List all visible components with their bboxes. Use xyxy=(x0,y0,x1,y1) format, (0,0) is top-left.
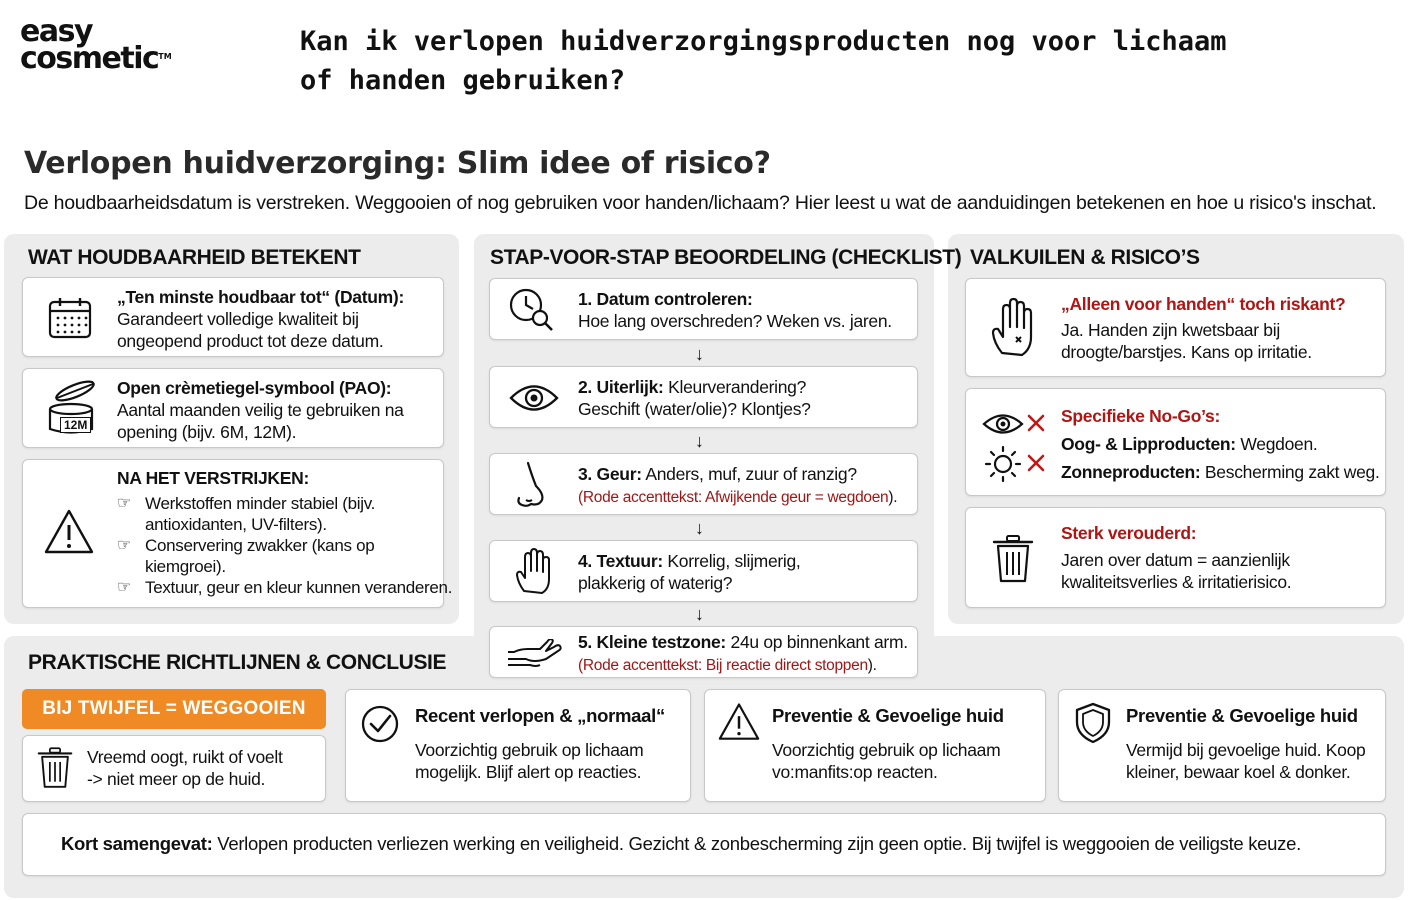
eye-icon xyxy=(982,411,1024,437)
no-go-eye-lip: Oog- & Lipproducten: xyxy=(1061,434,1236,454)
no-go-card: Specifieke No-Go’s: Oog- & Lipproducten: Wegdoen. Zonneproducten: Bescherming zakt weg. xyxy=(965,388,1386,496)
left-heading: WAT HOUDBAARHEID BETEKENT xyxy=(28,246,361,269)
no-go-sun: Zonneproducten: xyxy=(1061,462,1201,482)
clock-search-icon xyxy=(508,287,556,333)
warning-icon xyxy=(43,508,95,556)
pointing-hand-icon: ☞ xyxy=(117,495,132,512)
calendar-icon xyxy=(47,295,93,341)
red-cross-icon xyxy=(1026,413,1046,433)
step-appearance-card: 2. Uiterlijk: Kleurverandering? Geschift (water/olie)? Klontjes? xyxy=(489,366,918,428)
guideline-prevention-card xyxy=(704,689,1046,802)
warning-icon xyxy=(717,702,761,742)
step5-title: 5. Kleine testzone: xyxy=(578,632,726,652)
summary-text: Verlopen producten verliezen werking en veiligheid. Gezicht & zonbescherming zijn geen optie. Bij twijfel is weggooien de veiligste keuze. xyxy=(212,833,1301,854)
step1-title: 1. Datum controleren: xyxy=(578,289,753,309)
doubt-discard-badge: BIJ TWIJFEL = WEGGOOIEN xyxy=(22,689,326,729)
step1-text: Hoe lang overschreden? Weken vs. jaren. xyxy=(578,311,892,331)
guideline-prevention-text-1: Voorzichtig gebruik op lichaam xyxy=(772,740,1001,760)
step3-red-note: (Rode accenttekst: Afwijkende geur = wegdoen xyxy=(578,489,889,506)
step4-title: 4. Textuur: xyxy=(578,551,663,571)
step-date-card xyxy=(489,278,918,340)
summary-card xyxy=(22,813,1386,876)
date-card-text: Garandeert volledige kwaliteit bij ongeopend product tot deze datum. xyxy=(117,309,384,351)
down-arrow-icon: ↓ xyxy=(695,518,704,538)
step2-text: Geschift (water/olie)? Klontjes? xyxy=(578,399,811,419)
step3-title: 3. Geur: xyxy=(578,464,642,484)
pao-card xyxy=(22,368,444,448)
aged-text: Jaren over datum = aanzienlijk kwaliteitsverlies & irritatierisico. xyxy=(1061,550,1292,592)
date-card xyxy=(22,277,444,357)
guideline-prevention-text-2: vo:manfits:op reacten. xyxy=(772,762,938,782)
pao-card-text: Aantal maanden veilig te gebruiken na opening (bijv. 6M, 12M). xyxy=(117,400,404,442)
check-circle-icon xyxy=(360,704,400,744)
logo-line1: easy xyxy=(20,14,93,49)
guideline-sensitive-text: Vermijd bij gevoelige huid. Koop kleiner, bewaar koel & donker. xyxy=(1126,740,1366,782)
step4-text: plakkerig of waterig? xyxy=(578,573,733,593)
aged-card xyxy=(965,507,1386,608)
step-smell-card: 3. Geur: Anders, muf, zuur of ranzig? (Rode accenttekst: Afwijkende geur = wegdoen). xyxy=(489,453,918,515)
doubt-text-2: -> niet meer op de huid. xyxy=(87,769,266,789)
date-card-title: „Ten minste houdbaar tot“ (Datum): xyxy=(117,287,404,307)
down-arrow-icon: ↓ xyxy=(695,431,704,451)
hand-alert-icon xyxy=(990,297,1038,357)
hand-touch-icon xyxy=(514,547,554,597)
no-go-title: Specifieke No-Go’s: xyxy=(1061,406,1220,426)
guideline-sensitive-title: Preventie & Gevoelige huid xyxy=(1126,705,1358,726)
trash-icon xyxy=(37,746,73,790)
question-line1: Kan ik verlopen huidverzorgingsproducten nog voor lichaam xyxy=(300,26,1227,57)
shield-icon xyxy=(1074,702,1112,744)
guideline-prevention-title: Preventie & Gevoelige huid xyxy=(772,705,1004,726)
step2-title: 2. Uiterlijk: xyxy=(578,377,664,397)
page-intro: De houdbaarheidsdatum is verstreken. Weggooien of nog gebruiken voor handen/lichaam? Hier leest u wat de aanduidingen betekenen en hoe u risico's inschat. xyxy=(24,192,1377,214)
doubt-card xyxy=(22,735,326,802)
sun-icon xyxy=(984,445,1022,483)
logo-line2: cosmetic xyxy=(20,41,159,76)
step-testzone-card: 5. Kleine testzone: 24u op binnenkant arm. (Rode accenttekst: Bij reactie direct stoppen). xyxy=(489,626,918,678)
trash-icon xyxy=(992,534,1034,584)
question-line2: of handen gebruiken? xyxy=(300,65,626,96)
guideline-recent-title: Recent verlopen & „normaal“ xyxy=(415,705,665,726)
expiry-bullet: ☞ Werkstoffen minder stabiel (bijv. antioxidanten, UV-filters). xyxy=(117,494,376,534)
guideline-recent-text: Voorzichtig gebruik op lichaam mogelijk. Blijf alert op reacties. xyxy=(415,740,644,782)
after-expiry-card xyxy=(22,459,453,608)
pointing-hand-icon: ☞ xyxy=(117,537,132,554)
after-expiry-title: NA HET VERSTRIJKEN: xyxy=(117,468,310,488)
nose-icon xyxy=(514,460,554,510)
guideline-recent-card xyxy=(345,689,691,802)
hands-risk-title: „Alleen voor handen“ toch riskant? xyxy=(1061,294,1346,314)
expiry-bullet: ☞ Conservering zwakker (kans op kiemgroei). xyxy=(117,536,375,576)
hands-risk-text: Ja. Handen zijn kwetsbaar bij droogte/barstjes. Kans op irritatie. xyxy=(1061,320,1312,362)
down-arrow-icon: ↓ xyxy=(695,344,704,364)
question-title xyxy=(300,22,1260,100)
aged-title: Sterk verouderd: xyxy=(1061,523,1197,543)
summary-label: Kort samengevat: xyxy=(61,833,213,854)
pao-icon-label: 12M xyxy=(60,417,91,433)
step5-red-note: (Rode accenttekst: Bij reactie direct stoppen xyxy=(578,657,868,674)
red-cross-icon xyxy=(1026,453,1046,473)
eye-icon xyxy=(508,381,560,415)
pao-card-title: Open crèmetiegel-symbool (PAO): xyxy=(117,378,392,398)
page-title: Verlopen huidverzorging: Slim idee of risico? xyxy=(24,146,771,181)
hands-risk-card xyxy=(965,278,1386,377)
arm-icon xyxy=(506,639,564,669)
expiry-bullet: ☞ Textuur, geur en kleur kunnen veranderen. xyxy=(117,578,453,597)
middle-heading: STAP-VOOR-STAP BEOORDELING (CHECKLIST) xyxy=(490,246,962,269)
step-texture-card: 4. Textuur: Korrelig, slijmerig, plakkerig of waterig? xyxy=(489,540,918,602)
guideline-sensitive-card xyxy=(1058,689,1386,802)
pointing-hand-icon: ☞ xyxy=(117,579,132,596)
down-arrow-icon: ↓ xyxy=(695,604,704,624)
right-heading: VALKUILEN & RISICO’S xyxy=(970,246,1200,269)
brand-logo xyxy=(20,14,172,76)
doubt-text-1: Vreemd oogt, ruikt of voelt xyxy=(87,747,283,767)
bottom-heading: PRAKTISCHE RICHTLIJNEN & CONCLUSIE xyxy=(28,651,447,674)
logo-trademark: TM xyxy=(158,52,172,61)
